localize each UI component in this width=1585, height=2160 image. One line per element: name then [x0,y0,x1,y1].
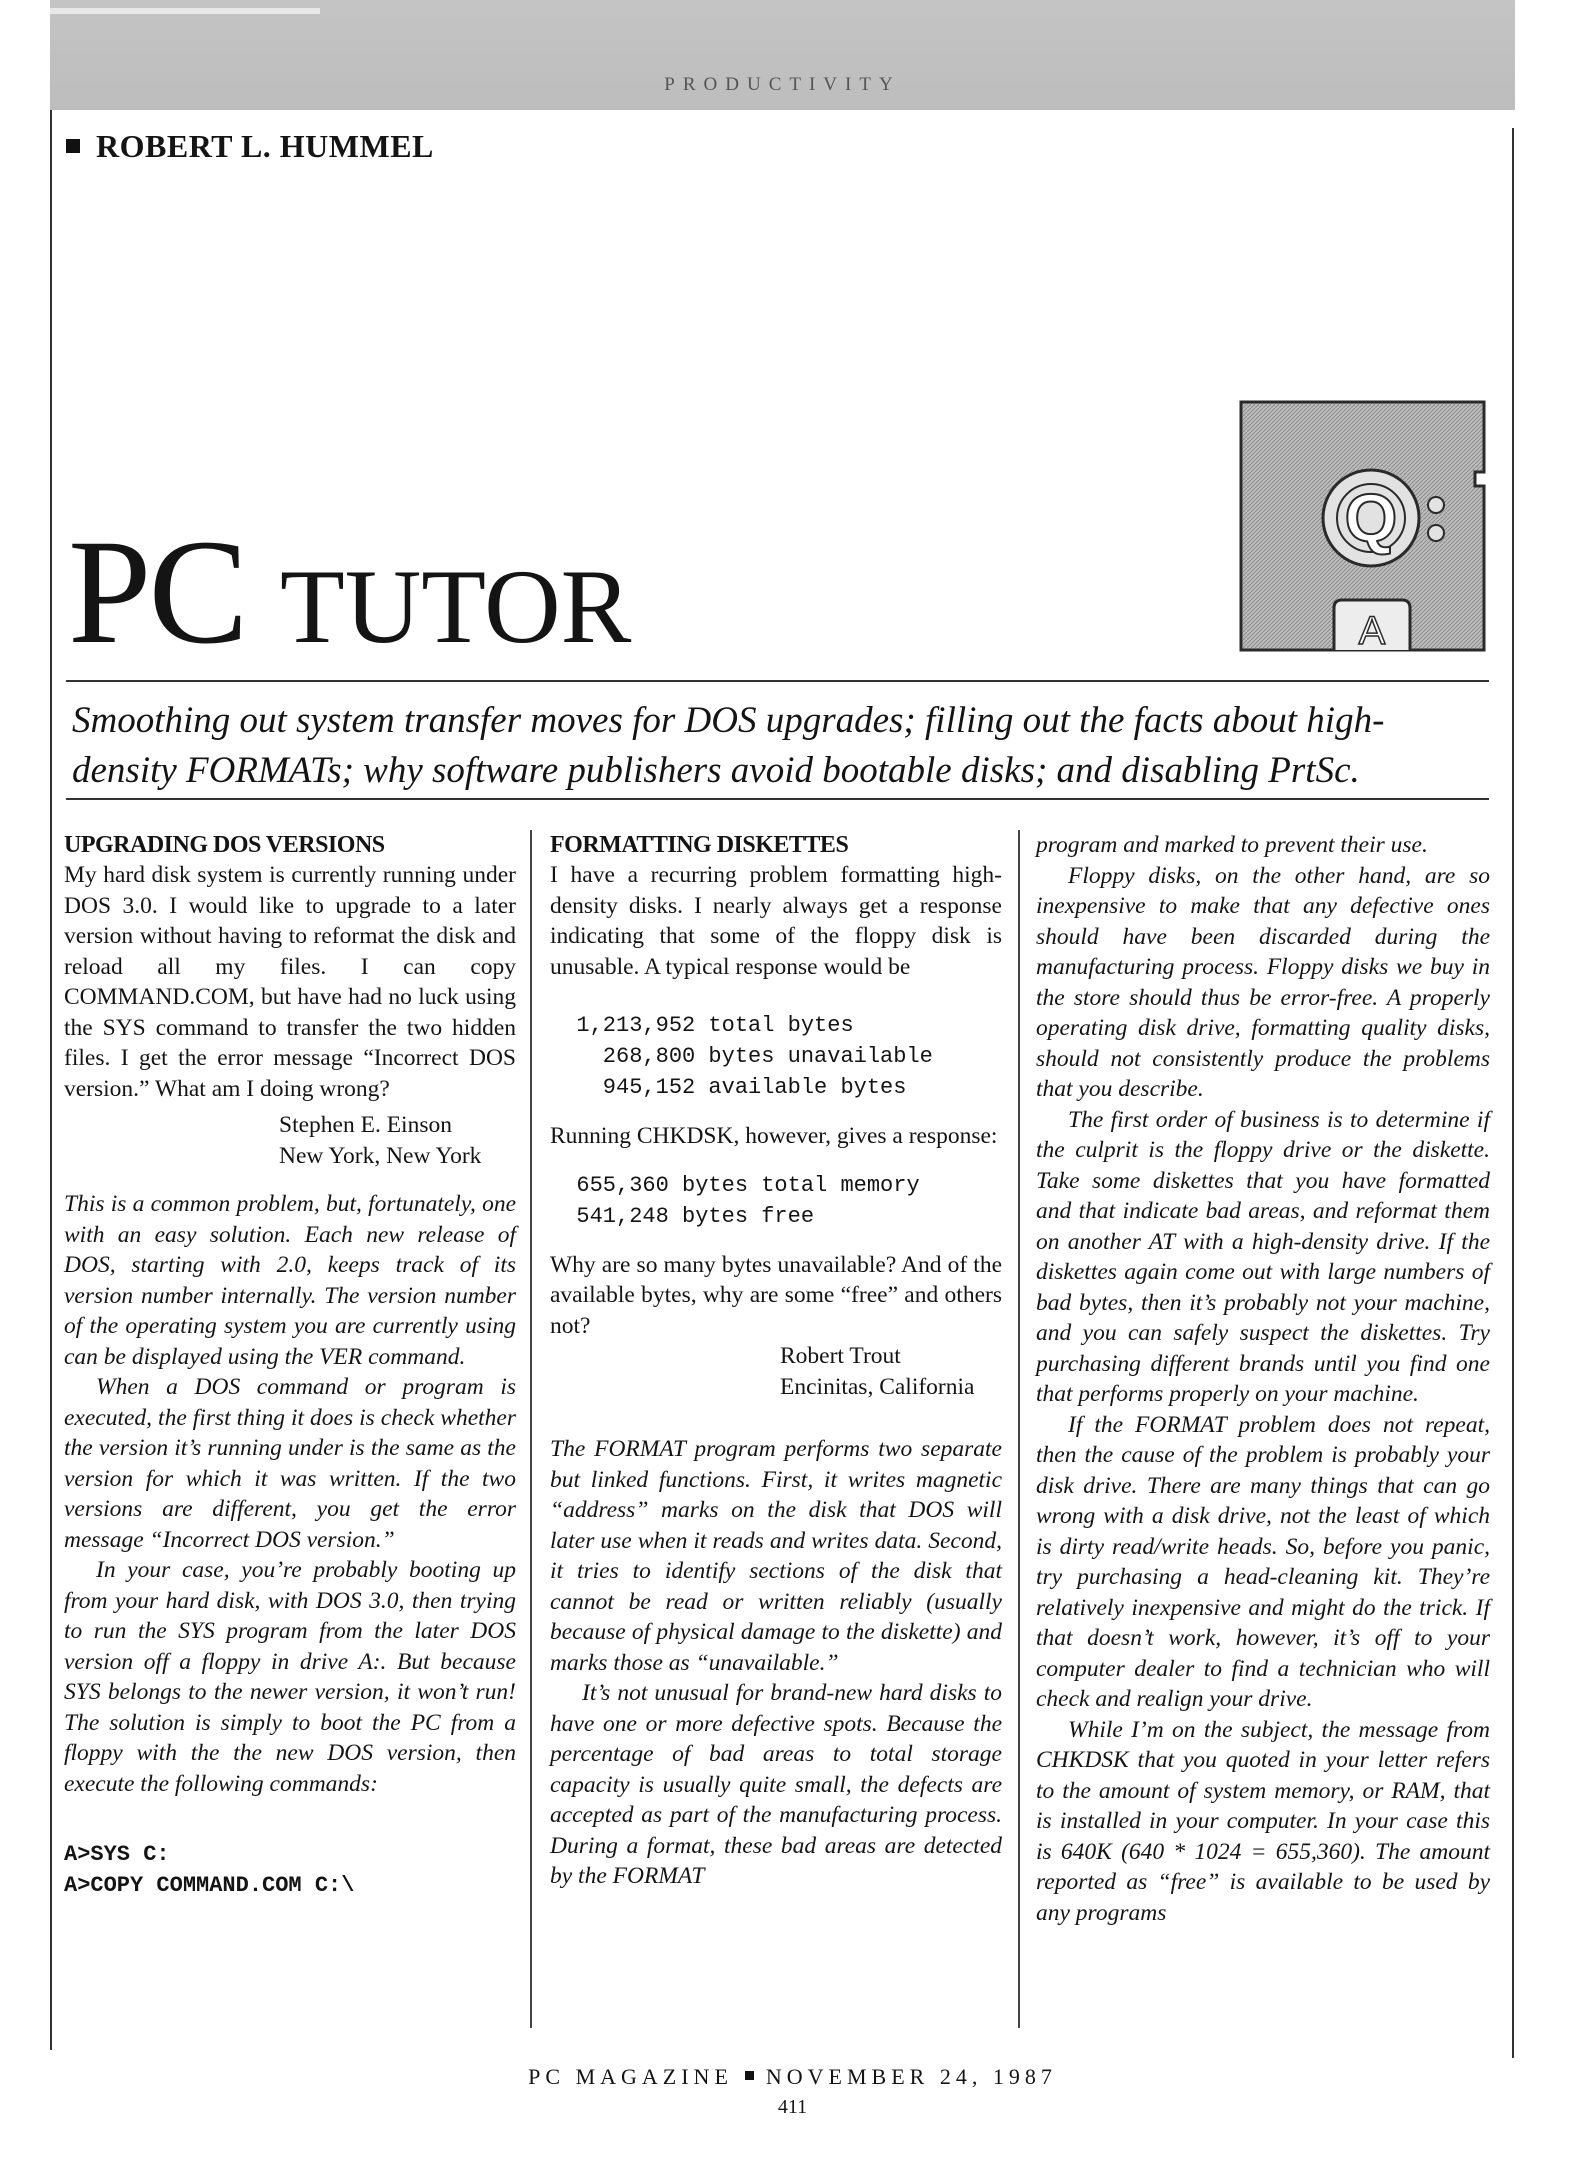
answer-paragraph: In your case, you’re probably booting up from your hard disk, with DOS 3.0, then trying to run the SYS program from the later DOS version off a floppy in drive A:. But because SYS belongs to the newer version, it won’t run! The solution is simply to boot the PC from a floppy with the the new DOS version, then execute the following commands: [64,1557,516,1797]
article-column-3 [1036,830,1490,1928]
floppy-disk-icon [1239,400,1489,653]
answer-paragraph: If the FORMAT problem does not repeat, then the cause of the problem is probably your disk drive. There are many things that can go wrong with a disk drive, not the least of which is dirty read/write heads. So, before you panic, try purchasing a head-cleaning kit. They’re relatively inexpensive and might do the trick. If that doesn’t work, however, it’s off to your computer dealer to find a technician who will check and realign your drive. [1036,1411,1490,1712]
bullet-square [66,139,80,153]
answer-paragraph: The FORMAT program performs two separate but linked functions. First, it writes magnetic “address” marks on the disk that DOS will later use when it reads and writes data. Second, it tries to identify sections of the disk that cannot be read or written reliably (usually because of physical damage to the diskette) and marks those as “unavailable.” [550,1436,1002,1676]
column-divider-1 [530,830,532,2028]
answer-paragraph: The first order of business is to determine if the culprit is the floppy drive or the diskette. Take some diskettes that you have formatted and that indicate bad areas, and reformat them on another AT with a high-density drive. If the diskettes again come out with large numbers of bad bytes, then it’s probably not your machine, and you can safely suspect the diskettes. Try purchasing different brands until you find one that performs properly on your machine. [1036,1106,1490,1407]
signature-place: New York, New York [279,1142,482,1169]
logo-a-letter: A [1358,609,1386,653]
article-column-1 [64,830,516,1919]
code-listing: 655,360 bytes total memory 541,248 bytes free [576,1172,920,1229]
answer-paragraph: While I’m on the subject, the message from CHKDSK that you quoted in your letter refers to the amount of system memory, or RAM, that is installed in your computer. In your case this is 640K (640 * 1024 = 655,360). The amount reported as “free” is available to be used by any programs [1036,1716,1490,1926]
reader-question: Running CHKDSK, however, gives a response: [550,1123,998,1149]
footer-bullet [745,2071,754,2080]
section-heading-formatting: FORMATTING DISKETTES [550,832,849,858]
title-main: PC [68,509,246,675]
page-title [68,509,632,687]
author-name: ROBERT L. HUMMEL [96,128,434,164]
title-sub: TUTOR [279,548,632,665]
page-number: 411 [777,2096,808,2118]
article-column-2 [550,830,1002,1892]
answer-paragraph: program and marked to prevent their use. [1036,832,1428,858]
section-label: PRODUCTIVITY [664,74,901,95]
deck-bottom-rule [66,798,1489,800]
deck-top-rule [66,680,1489,682]
column-divider-2 [1018,830,1020,2028]
signature-name: Robert Trout [780,1343,901,1369]
page-footer [0,2064,1585,2090]
answer-paragraph: Floppy disks, on the other hand, are so inexpensive to make that any defective ones should have been discarded during the manufacturing process. Floppy disks we buy in the store should thus be error-free. A properly operating disk drive, formatting quality disks, should not consistently produce the problems that you describe. [1036,862,1490,1102]
footer-magazine: PC MAGAZINE [528,2064,733,2089]
answer-paragraph: When a DOS command or program is executed, the first thing it does is check whether the version it’s running under is the same as the version for which it was written. If the two versions are different, you get the error message “Incorrect DOS version.” [64,1374,516,1553]
reader-question: Why are so many bytes unavailable? And of the available bytes, why are some “free” and others not? [550,1251,1002,1339]
left-border-rule [50,110,52,2050]
reader-question: I have a recurring problem formatting high-density disks. I nearly always get a response indicating that some of the floppy disk is unusable. A typical response would be [550,862,1002,980]
signature-name: Stephen E. Einson [279,1112,452,1138]
reader-question: My hard disk system is currently running under DOS 3.0. I would like to upgrade to a later version without having to reformat the disk and reload all my files. I can copy COMMAND.COM, but have had no luck using the SYS command to transfer the two hidden files. I get the error message “Incorrect DOS version.” What am I doing wrong? [64,862,516,1102]
signature-place: Encinitas, California [780,1373,975,1400]
section-heading-upgrading: UPGRADING DOS VERSIONS [64,832,385,858]
logo-q-letter: Q [1344,480,1398,556]
code-listing: A>SYS C: A>COPY COMMAND.COM C:\ [64,1842,355,1898]
code-listing: 1,213,952 total bytes 268,800 bytes unavailable 945,152 available bytes [576,1013,933,1100]
right-border-rule [1512,128,1514,2058]
article-deck: Smoothing out system transfer moves for DOS upgrades; filling out the facts about high-density FORMATs; why software publishers avoid bootable disks; and disabling PrtSc. [72,700,1385,791]
footer-date: NOVEMBER 24, 1987 [765,2064,1057,2089]
scan-streak [50,8,320,14]
answer-paragraph: It’s not unusual for brand-new hard disks to have one or more defective spots. Because the percentage of bad areas to total storage capacity is usually quite small, the defects are accepted as part of the manufacturing process. During a format, these bad areas are detected by the FORMAT [550,1680,1002,1889]
author-byline [66,128,434,165]
answer-paragraph: This is a common problem, but, fortunately, one with an easy solution. Each new release of DOS, starting with 2.0, keeps track of its version number internally. The version number of the operating system you are currently using can be displayed using the VER command. [64,1191,516,1370]
